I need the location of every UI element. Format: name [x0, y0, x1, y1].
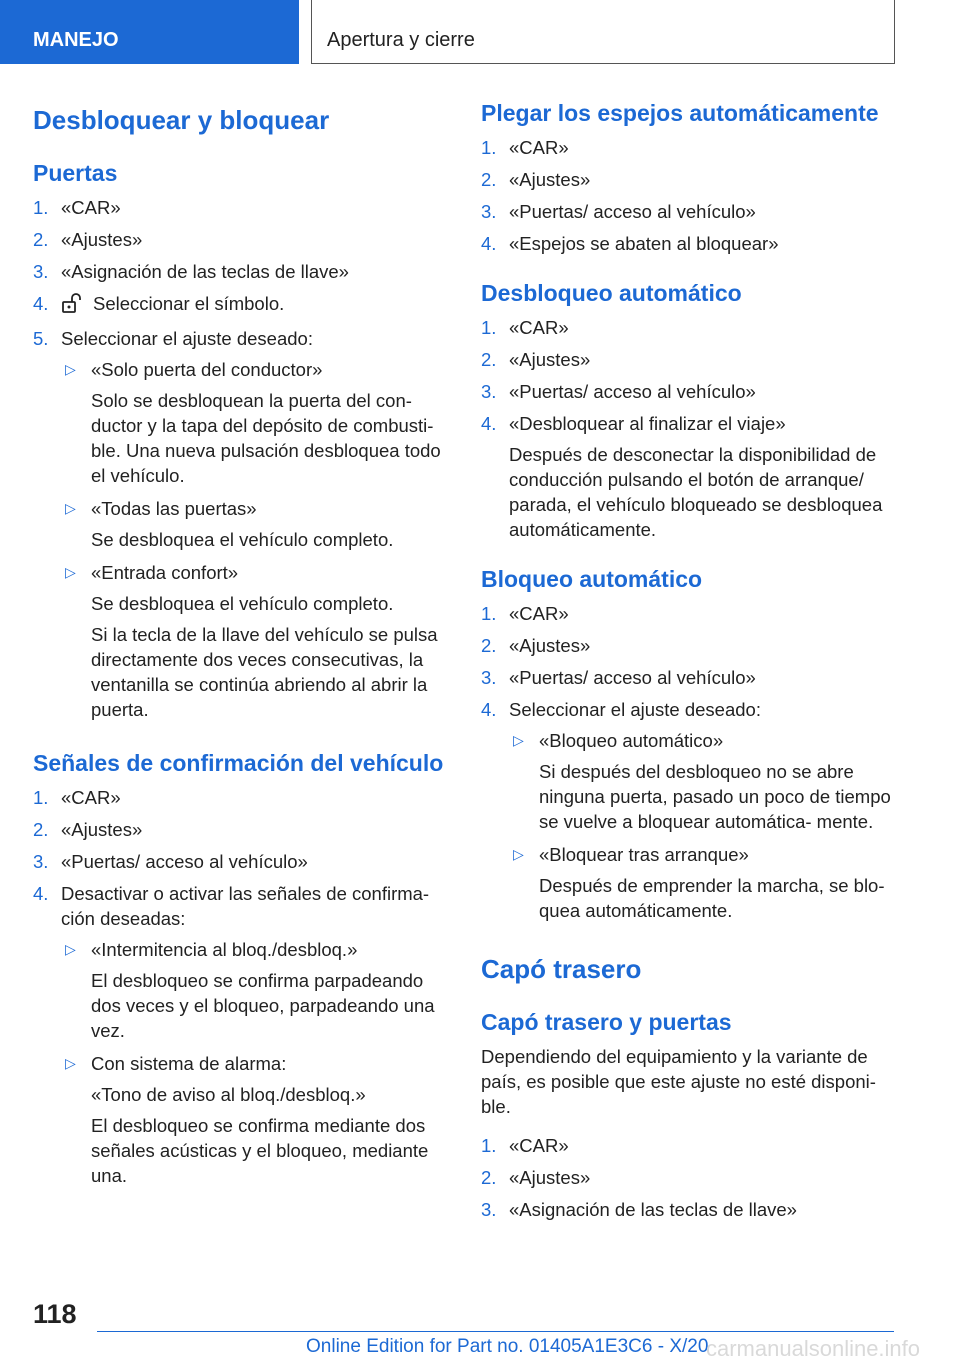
- list-item: 2. «Ajustes»: [481, 1167, 591, 1188]
- option-item: ▷ «Intermitencia al bloq./desbloq.» El desbloqueo se confirma parpadeando dos veces y el bloqueo, parpadeando una vez.: [65, 939, 435, 1041]
- triangle-right-icon: ▷: [65, 941, 76, 957]
- section-title-desbloquear: Desbloquear y bloquear: [33, 105, 330, 135]
- steps-espejos: [481, 135, 896, 256]
- list-item: 1. «CAR»: [481, 137, 569, 158]
- heading-bloqueo: Bloqueo automático: [481, 566, 703, 592]
- list-item: 1. «CAR»: [481, 317, 569, 338]
- heading-desbloqueo: Desbloqueo automático: [481, 280, 742, 306]
- option-item: ▷ «Solo puerta del conductor» Solo se desbloquean la puerta del con‐ ductor y la tapa del depósito de combusti‐ ble. Una nueva pulsación desbloquea todo el vehículo.: [65, 359, 441, 486]
- option-item: ▷ «Entrada confort» Se desbloquea el vehículo completo. Si la tecla de la llave del vehículo se pulsa directamente dos veces consecutivas, la ventanilla se continúa abriendo al abrir la puerta.: [65, 562, 438, 720]
- options-list: [509, 728, 896, 923]
- triangle-right-icon: ▷: [513, 846, 524, 862]
- list-item: 3. «Puertas/ acceso al vehículo»: [33, 851, 308, 872]
- page-number: 118: [33, 1299, 77, 1329]
- list-item: 3. «Asignación de las teclas de llave»: [481, 1199, 797, 1220]
- list-item: 4. Seleccionar el símbolo.: [33, 291, 448, 319]
- heading-senales: Señales de confirmación del vehículo: [33, 750, 444, 776]
- heading-puertas: Puertas: [33, 160, 118, 186]
- unlock-icon: [61, 293, 87, 319]
- options-list: [61, 937, 448, 1188]
- list-item: 2. «Ajustes»: [33, 229, 143, 250]
- options-list: [61, 357, 448, 722]
- list-item: 1. «CAR»: [33, 787, 121, 808]
- topic-title: Apertura y cierre: [311, 0, 895, 64]
- heading-capo-puertas: Capó trasero y puertas: [481, 1009, 732, 1035]
- list-item: 2. «Ajustes»: [481, 635, 591, 656]
- heading-espejos: Plegar los espejos automáticamente: [481, 100, 879, 126]
- footer-edition: Online Edition for Part no. 01405A1E3C6 - X/20: [306, 1336, 709, 1357]
- option-item: ▷ «Bloquear tras arranque» Después de emprender la marcha, se blo‐ quea automáticamente.: [513, 844, 885, 921]
- page-header: [0, 0, 960, 66]
- triangle-right-icon: ▷: [513, 732, 524, 748]
- steps-desbloqueo: [481, 315, 896, 542]
- list-item: 1. «CAR»: [33, 197, 121, 218]
- list-item: 3. «Asignación de las teclas de llave»: [33, 261, 349, 282]
- list-item: 2. «Ajustes»: [33, 819, 143, 840]
- list-item: 4. «Desbloquear al finalizar el viaje» Después de desconectar la disponibilidad de conducción pulsando el botón de arranque/ parada, el vehículo bloqueado se desbloquea automáticamente.: [481, 411, 896, 542]
- right-column: [481, 100, 896, 1229]
- option-item: ▷ «Todas las puertas» Se desbloquea el vehículo completo.: [65, 498, 394, 550]
- watermark: carmanualsonline.info: [706, 1336, 921, 1361]
- steps-puertas: [33, 195, 448, 722]
- list-item: 4. Seleccionar el ajuste deseado: ▷ «Bloqueo automático» Si después del desbloqueo no se abre ninguna puerta, pasado un poco de tiempo se vuelve a bloquear automática‐ mente. ▷ «Bloquear tras arranque» Después de emprender la marcha, se blo‐ quea automáticamente.: [481, 697, 896, 923]
- steps-capo: [481, 1133, 896, 1222]
- section-title-capo: Capó trasero: [481, 954, 642, 984]
- footer-divider: [97, 1331, 894, 1332]
- list-item: 5. Seleccionar el ajuste deseado: ▷ «Solo puerta del conductor» Solo se desbloquean la puerta del con‐ ductor y la tapa del depósito de combusti‐ ble. Una nueva pulsación desbloquea todo el vehículo. ▷ «Todas las puertas» Se desbloquea el vehículo completo. ▷ «Entrada confort» Se desbloquea el vehículo completo. Si la tecla de la llave del vehículo se pulsa directamente dos veces consecutivas, la ventanilla se continúa abriendo al abrir la puerta.: [33, 326, 448, 722]
- triangle-right-icon: ▷: [65, 564, 76, 580]
- left-column: [33, 100, 448, 1196]
- list-item: 3. «Puertas/ acceso al vehículo»: [481, 201, 756, 222]
- desbloqueo-note: Después de desconectar la disponibilidad de conducción pulsando el botón de arranque/ parada, el vehículo bloqueado se desbloquea automáticamente.: [509, 444, 883, 540]
- list-item: 3. «Puertas/ acceso al vehículo»: [481, 667, 756, 688]
- triangle-right-icon: ▷: [65, 361, 76, 377]
- list-item: 2. «Ajustes»: [481, 169, 591, 190]
- option-item: ▷ «Bloqueo automático» Si después del desbloqueo no se abre ninguna puerta, pasado un poco de tiempo se vuelve a bloquear automática‐ mente.: [513, 730, 891, 832]
- section-tab: MANEJO: [0, 0, 299, 64]
- list-item: 2. «Ajustes»: [481, 349, 591, 370]
- list-item: 3. «Puertas/ acceso al vehículo»: [481, 381, 756, 402]
- triangle-right-icon: ▷: [65, 1055, 76, 1071]
- steps-senales: [33, 785, 448, 1188]
- capo-intro: Dependiendo del equipamiento y la variante de país, es posible que este ajuste no esté disponi‐ ble.: [481, 1046, 876, 1117]
- triangle-right-icon: ▷: [65, 500, 76, 516]
- list-item: 4. Desactivar o activar las señales de confirma‐ ción deseadas: ▷ «Intermitencia al bloq./desbloq.» El desbloqueo se confirma parpadeando dos veces y el bloqueo, parpadeando una vez. ▷ Con sistema de alarma: «Tono de aviso al bloq./desbloq.» El desbloqueo se confirma mediante dos señales acústicas y el bloqueo, mediante una.: [33, 881, 448, 1188]
- list-item: 1. «CAR»: [481, 603, 569, 624]
- list-item: 1. «CAR»: [481, 1135, 569, 1156]
- list-item: 4. «Espejos se abaten al bloquear»: [481, 233, 779, 254]
- option-item: ▷ Con sistema de alarma: «Tono de aviso al bloq./desbloq.» El desbloqueo se confirma mediante dos señales acústicas y el bloqueo, mediante una.: [65, 1053, 429, 1186]
- steps-bloqueo: [481, 601, 896, 923]
